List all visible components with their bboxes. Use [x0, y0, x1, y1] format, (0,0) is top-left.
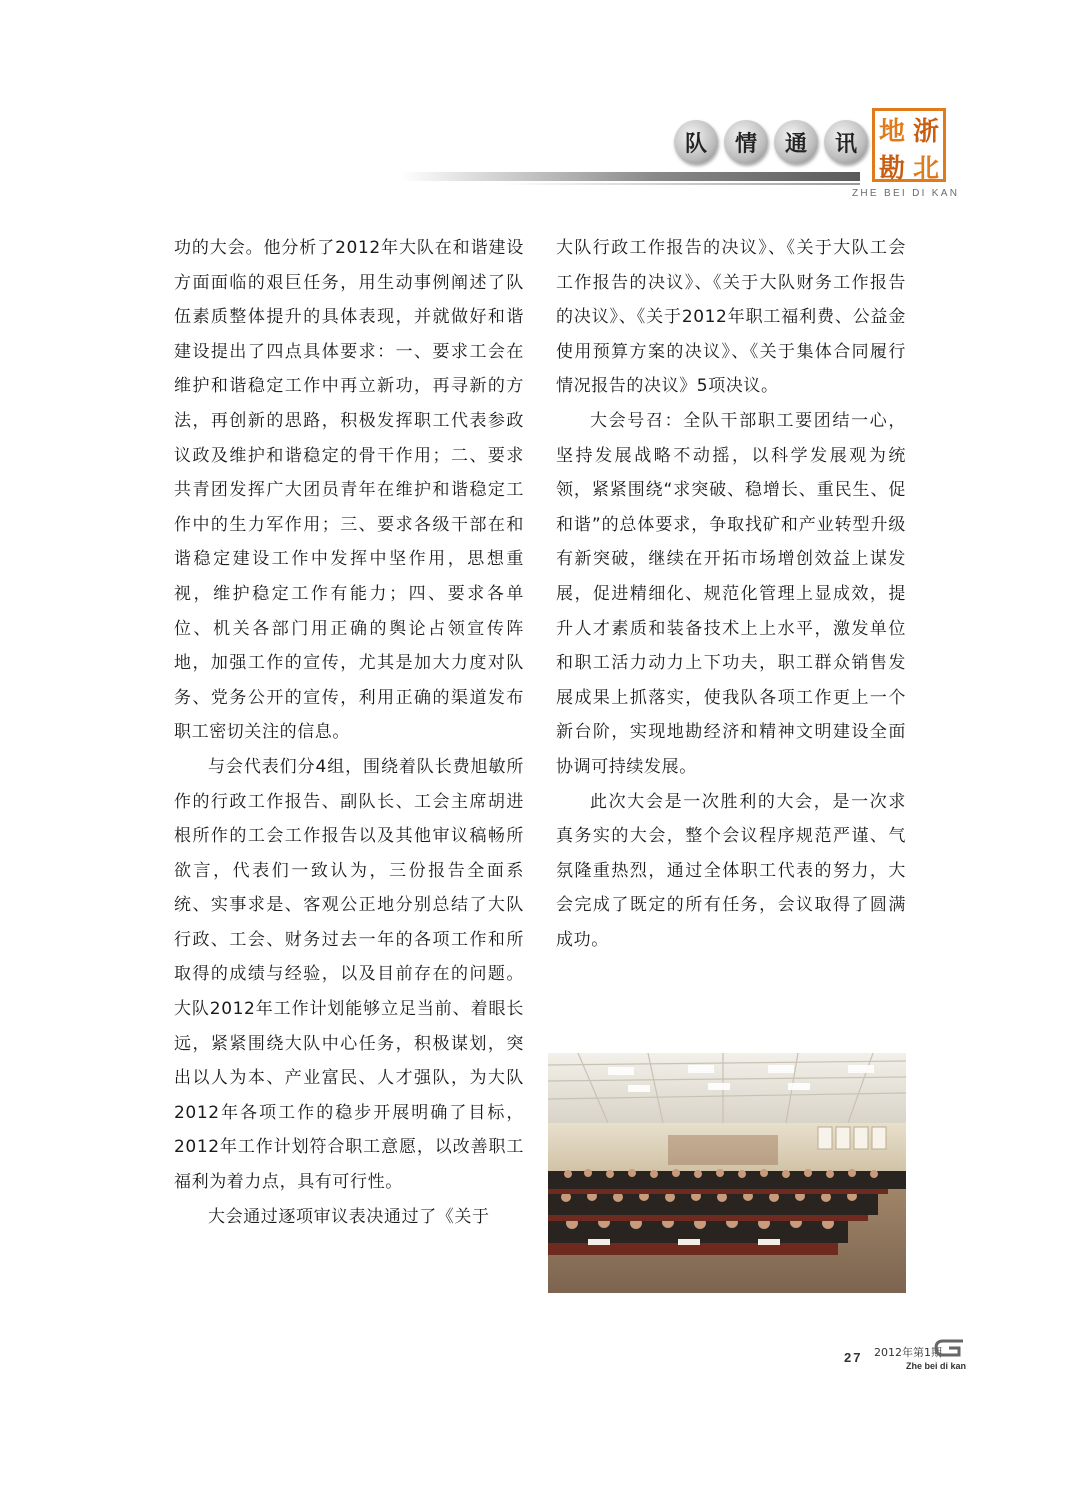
footer-logo-icon — [933, 1338, 969, 1358]
paragraph: 此次大会是一次胜利的大会，是一次求真务实的大会，整个会议程序规范严谨、气氛隆重热烈，通过全体职工代表的努力，大会完成了既定的所有任务，会议取得了圆满成功。 — [556, 791, 906, 950]
page-footer — [840, 1336, 980, 1376]
logo-char-2: 浙 — [912, 117, 939, 147]
section-char-1: 队 — [674, 120, 718, 164]
magazine-pinyin: ZHE BEI DI KAN — [852, 188, 960, 199]
left-column — [174, 231, 524, 1234]
section-char-2: 情 — [724, 120, 768, 164]
header-rule-thin — [500, 183, 860, 185]
issue-label: 2012年第1期 — [874, 1346, 942, 1359]
logo-char-1: 地 — [878, 117, 905, 147]
header-rule — [400, 172, 860, 181]
paragraph: 大队行政工作报告的决议》、《关于大队工会工作报告的决议》、《关于大队财务工作报告的决议》、《关于2012年职工福利费、公益金使用预算方案的决议》、《关于集体合同履行情况报告的决议》5项决议。 — [556, 238, 906, 397]
paragraph: 与会代表们分4组，围绕着队长费旭敏所作的行政工作报告、副队长、工会主席胡进根所作的工会工作报告以及其他审议稿畅所欲言，代表们一致认为，三份报告全面系统、实事求是、客观公正地分别总结了大队行政、工会、财务过去一年的各项工作和所取得的成绩与经验，以及目前存在的问题。大队2012年工作计划能够立足当前、着眼长远，紧紧围绕大队中心任务，积极谋划，突出以人为本、产业富民、人才强队，为大队2012年各项工作的稳步开展明确了目标，2012年工作计划符合职工意愿，以改善职工福利为着力点，具有可行性。 — [174, 756, 524, 1193]
magazine-logo — [872, 108, 946, 182]
paragraph: 大会通过逐项审议表决通过了《关于 — [208, 1206, 490, 1227]
footer-pinyin: Zhe bei di kan — [906, 1361, 967, 1371]
logo-char-4: 北 — [912, 154, 939, 184]
meeting-photo-illustration — [548, 1053, 906, 1293]
section-char-4: 讯 — [824, 120, 868, 164]
paragraph: 功的大会。他分析了2012年大队在和谐建设方面面临的艰巨任务，用生动事例阐述了队伍素质整体提升的具体表现，并就做好和谐建设提出了四点具体要求：一、要求工会在维护和谐稳定工作中再立新功，再寻新的方法，再创新的思路，积极发挥职工代表参政议政及维护和谐稳定的骨干作用；二、要求共青团发挥广大团员青年在维护和谐稳定工作中的生力军作用；三、要求各级干部在和谐稳定建设工作中发挥中坚作用，思想重视，维护稳定工作有能力；四、要求各单位、机关各部门用正确的舆论占领宣传阵地，加强工作的宣传，尤其是加大力度对队务、党务公开的宣传，利用正确的渠道发布职工密切关注的信息。 — [174, 238, 524, 743]
logo-char-3: 勘 — [878, 154, 905, 184]
meeting-photo — [548, 1053, 906, 1293]
section-char-3: 通 — [774, 120, 818, 164]
section-title — [674, 120, 868, 164]
page-number: 27 — [844, 1350, 863, 1365]
page-header — [0, 0, 1084, 210]
paragraph: 大会号召：全队干部职工要团结一心，坚持发展战略不动摇，以科学发展观为统领，紧紧围绕“求突破、稳增长、重民生、促和谐”的总体要求，争取找矿和产业转型升级有新突破，继续在开拓市场增创效益上谋发展，促进精细化、规范化管理上显成效，提升人才素质和装备技术上上水平，激发单位和职工活力动力上下功夫，职工群众销售发展成果上抓落实，使我队各项工作更上一个新台阶，实现地勘经济和精神文明建设全面协调可持续发展。 — [556, 410, 906, 777]
right-column — [556, 231, 906, 957]
